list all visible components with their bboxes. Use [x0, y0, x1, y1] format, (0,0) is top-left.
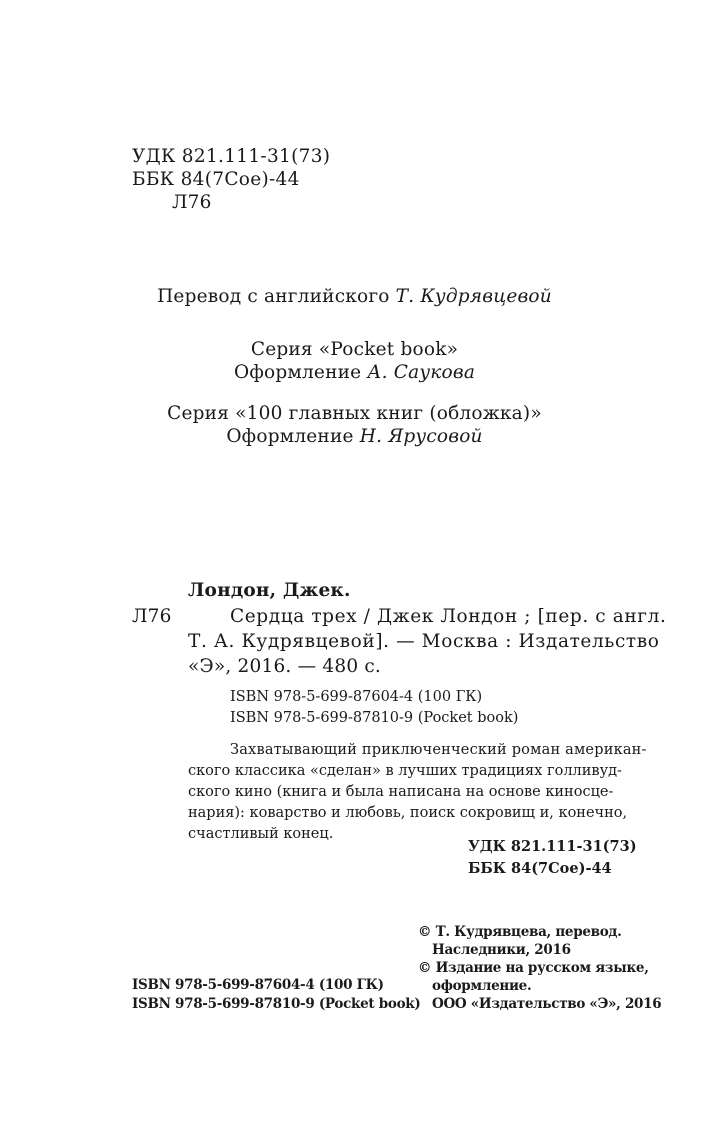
- translator-name: Т. Кудрявцевой: [395, 286, 552, 307]
- bbk-top: ББК 84(7Сое)-44: [132, 169, 300, 190]
- design-prefix-2: Оформление: [226, 426, 360, 447]
- design-credit-1: [0, 362, 709, 383]
- catalog-line-3: «Э», 2016. — 480 с.: [188, 656, 382, 677]
- design-prefix-1: Оформление: [233, 362, 368, 383]
- catalog-udk: УДК 821.111-31(73): [468, 838, 637, 855]
- designer-name-1: А. Саукова: [367, 362, 476, 383]
- annotation-line-4: нария): коварство и любовь, поиск сокровищ и, конечно,: [188, 805, 628, 821]
- catalog-line-2: Т. А. Кудрявцевой]. — Москва : Издательство: [188, 631, 660, 652]
- copyright-line-2: Наследники, 2016: [432, 942, 571, 958]
- translation-prefix: Перевод с английского: [157, 286, 396, 307]
- isbn-bottom-1: ISBN 978-5-699-87604-4 (100 ГК): [132, 977, 384, 993]
- catalog-isbn-1: ISBN 978-5-699-87604-4 (100 ГК): [230, 689, 483, 705]
- catalog-heading: Лондон, Джек.: [188, 580, 351, 601]
- annotation-line-3: ского кино (книга и была написана на основе киносце-: [188, 784, 614, 800]
- annotation-line-5: счастливый конец.: [188, 826, 334, 842]
- translation-credit: [0, 286, 709, 307]
- copyright-line-5: ООО «Издательство «Э», 2016: [432, 996, 662, 1012]
- udk-top: УДК 821.111-31(73): [132, 146, 331, 167]
- catalog-mark: Л76: [132, 606, 172, 627]
- series-pocket-book: Серия «Pocket book»: [250, 339, 459, 360]
- isbn-bottom-2: ISBN 978-5-699-87810-9 (Pocket book): [132, 996, 421, 1012]
- catalog-bbk: ББК 84(7Сое)-44: [468, 860, 612, 877]
- design-credit-2: [0, 426, 709, 447]
- catalog-isbn-2: ISBN 978-5-699-87810-9 (Pocket book): [230, 710, 519, 726]
- copyright-line-3: © Издание на русском языке,: [418, 960, 649, 976]
- annotation-line-1: Захватывающий приключенческий роман американ-: [230, 742, 647, 758]
- series-100-books: Серия «100 главных книг (обложка)»: [167, 403, 542, 424]
- catalog-line-1: Сердца трех / Джек Лондон ; [пер. с англ.: [230, 606, 667, 627]
- copyright-line-4: оформление.: [432, 978, 532, 994]
- designer-name-2: Н. Ярусовой: [359, 426, 483, 447]
- author-mark-top: Л76: [172, 192, 212, 213]
- copyright-line-1: © Т. Кудрявцева, перевод.: [418, 924, 622, 940]
- annotation-line-2: ского классика «сделан» в лучших традициях голливуд-: [188, 763, 622, 779]
